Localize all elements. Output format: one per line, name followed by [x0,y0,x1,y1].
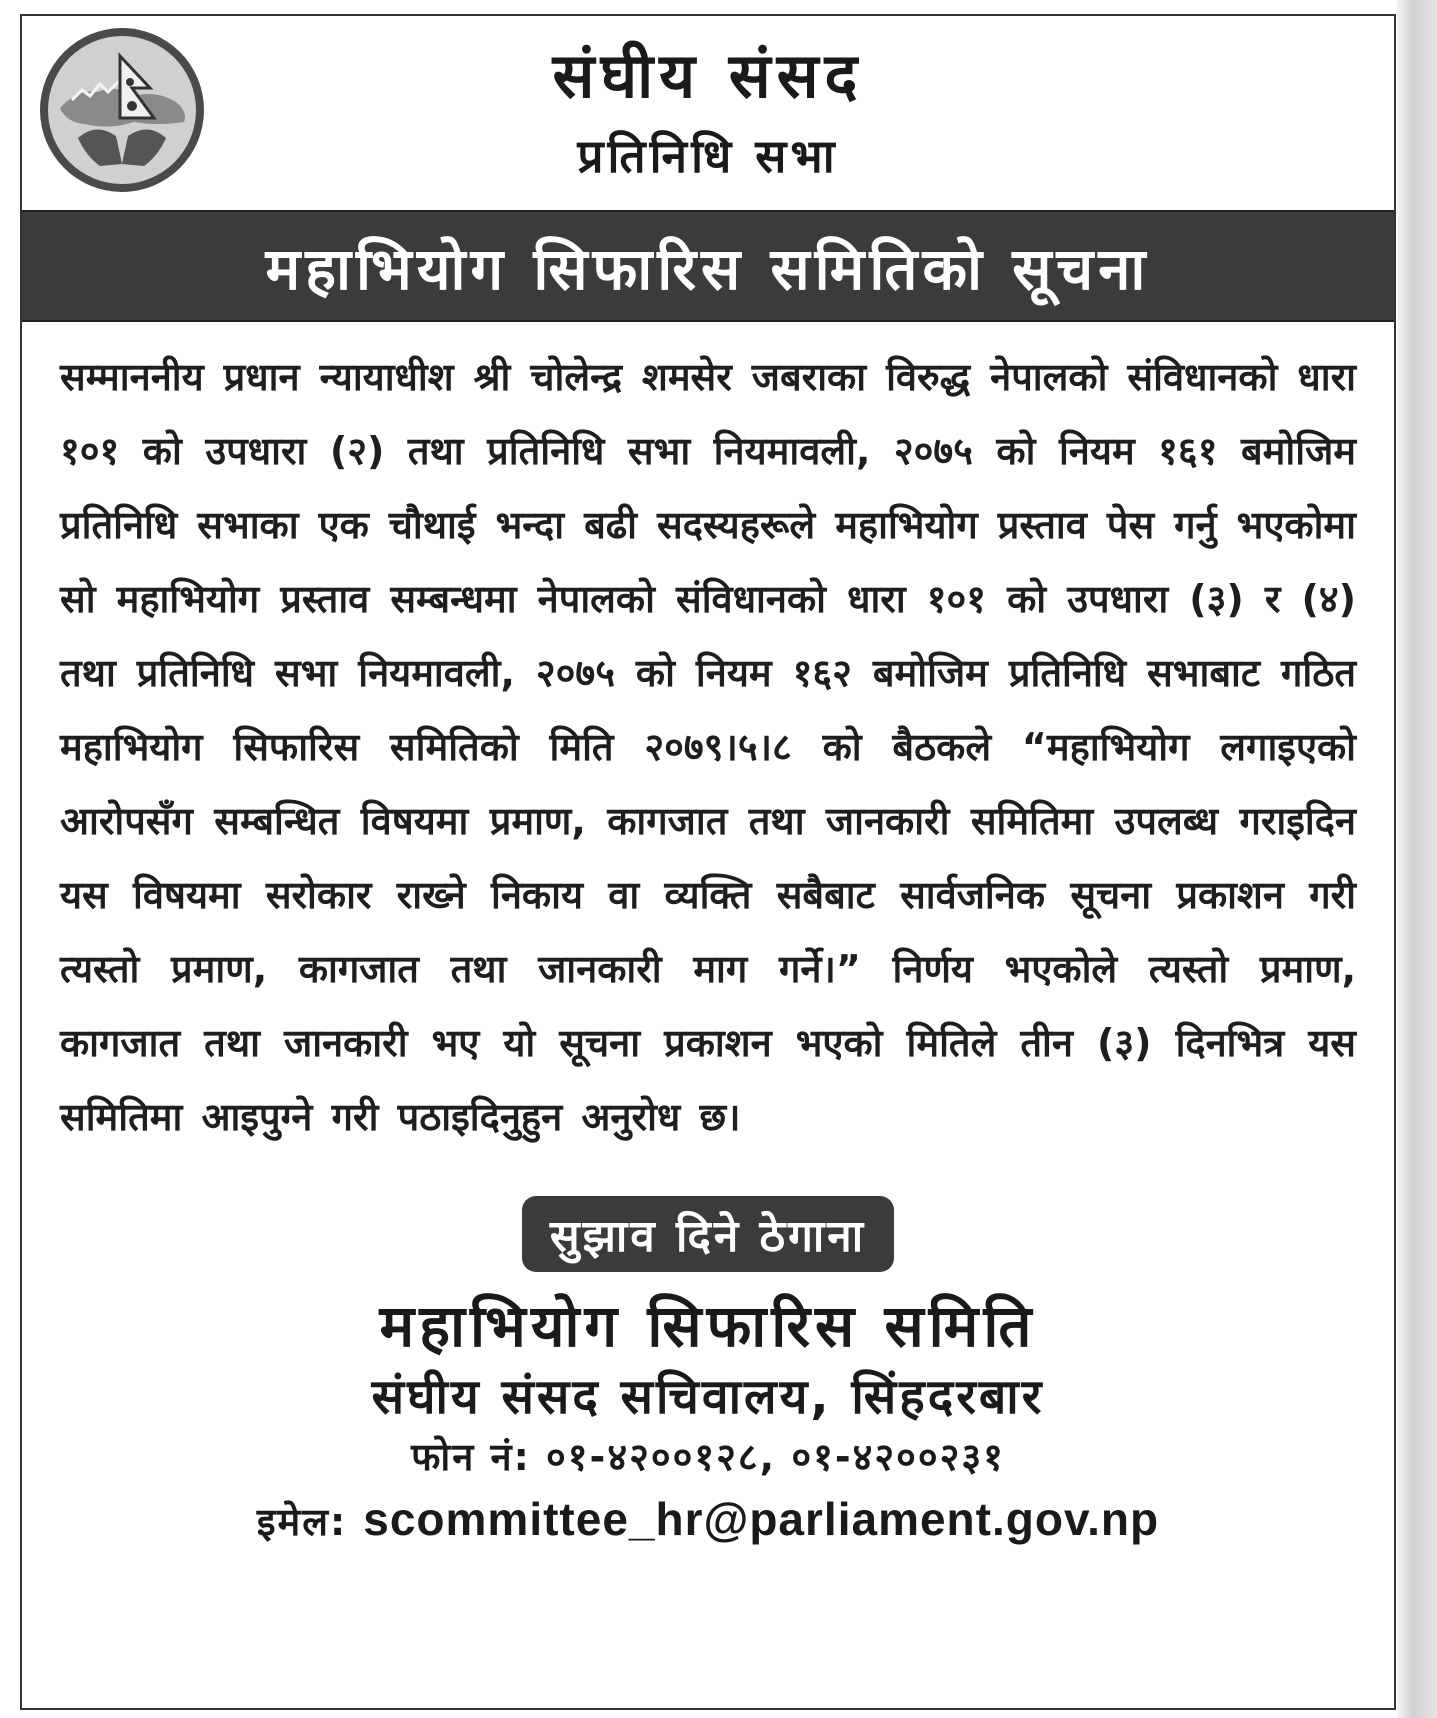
office-address: संघीय संसद सचिवालय, सिंहदरबार [371,1368,1045,1425]
committee-name: महाभियोग सिफारिस समिति [379,1292,1037,1360]
notice-header [22,16,1394,210]
page-edge-shadow [1397,0,1437,1718]
notice-banner: महाभियोग सिफारिस समितिको सूचना [22,210,1394,322]
phone-numbers: फोन नं: ०१-४२००१२८, ०१-४२००२३१ [411,1434,1005,1479]
page-title: संघीय संसद [552,39,864,112]
address-heading-wrap [22,1196,1394,1272]
notice-frame [20,14,1396,1710]
page-subtitle: प्रतिनिधि सभा [577,129,839,183]
email-label: इमेल: [256,1499,348,1544]
notice-body: सम्माननीय प्रधान न्यायाधीश श्री चोलेन्द्र शमसेर जबराका विरुद्ध नेपालको संविधानको धारा १०१ को उपधारा (२) तथा प्रतिनिधि सभा नियमावली, २०७५ को नियम १६१ बमोजिम प्रतिनिधि सभाका एक चौथाई भन्दा बढी सदस्यहरूले महाभियोग प्रस्ताव पेस गर्नु भएकोमा सो महाभियोग प्रस्ताव सम्बन्धमा नेपालको संविधानको धारा १०१ को उपधारा (३) र (४) तथा प्रतिनिधि सभा नियमावली, २०७५ को नियम १६२ बमोजिम प्रतिनिधि सभाबाट गठित महाभियोग सिफारिस समितिको मिति २०७९।५।८ को बैठकले “महाभियोग लगाइएको आरोपसँग सम्बन्धित विषयमा प्रमाण, कागजात तथा जानकारी समितिमा उपलब्ध गराइदिन यस विषयमा सरोकार राख्ने निकाय वा व्यक्ति सबैबाट सार्वजनिक सूचना प्रकाशन गरी त्यस्तो प्रमाण, कागजात तथा जानकारी माग गर्ने।” निर्णय भएकोले त्यस्तो प्रमाण, कागजात तथा जानकारी भए यो सूचना प्रकाशन भएको मितिले तीन (३) दिनभित्र यस समितिमा आइपुग्ने गरी पठाइदिनुहुन अनुरोध छ। [60,355,1356,1139]
address-heading: सुझाव दिने ठेगाना [522,1196,894,1272]
email-line [22,1490,1394,1550]
email-address[interactable]: scommittee_hr@parliament.gov.np [363,1492,1160,1545]
